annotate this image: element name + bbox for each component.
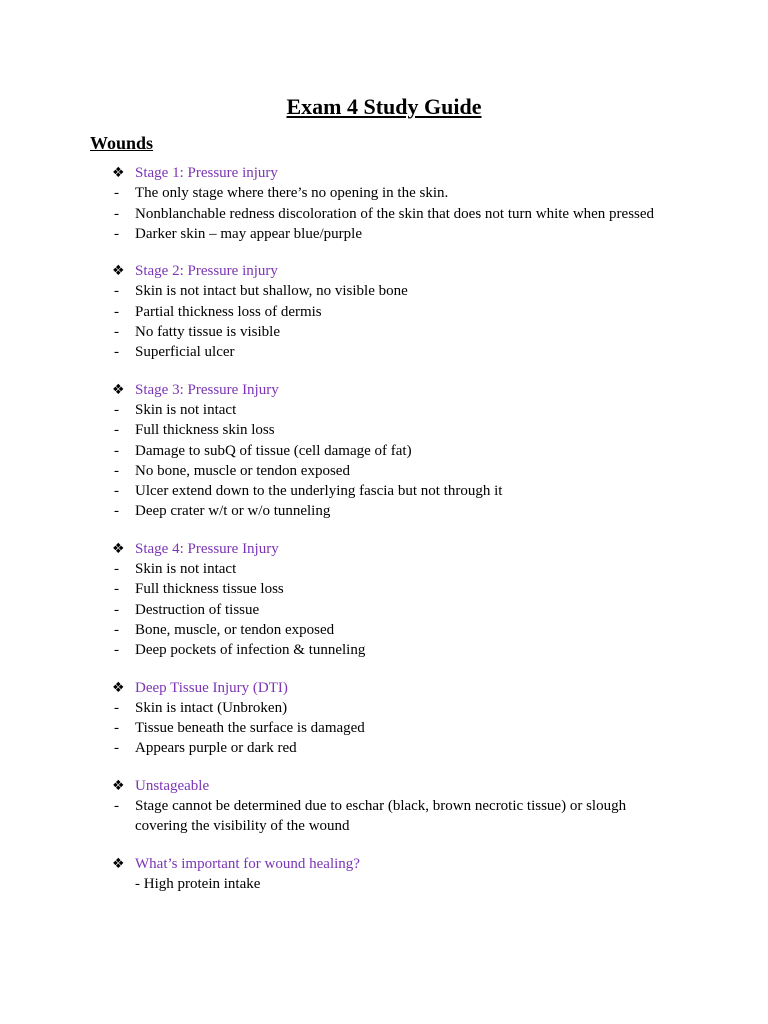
dash-marker: - xyxy=(114,401,119,418)
dash-marker: - xyxy=(114,621,119,638)
stage-point xyxy=(0,579,768,599)
dash-marker: - xyxy=(114,740,119,757)
stage-point xyxy=(0,461,768,481)
stage-point-text: Appears purple or dark red xyxy=(135,740,297,757)
stage-point-text: Stage cannot be determined due to eschar (black, brown necrotic tissue) or slough covering the visibility of the wound xyxy=(135,798,627,835)
stage-point xyxy=(0,501,768,521)
stage-list xyxy=(0,163,768,911)
diamond-bullet-icon: ❖ xyxy=(112,855,125,872)
stage-point xyxy=(0,698,768,718)
stage-heading-text: Stage 1: Pressure injury xyxy=(135,165,278,181)
stage-point-text: The only stage where there’s no opening in the skin. xyxy=(135,185,449,202)
diamond-bullet-icon: ❖ xyxy=(112,777,125,794)
dash-marker: - xyxy=(114,720,119,737)
stage-4-block xyxy=(0,539,768,661)
stage-point-text: Nonblanchable redness discoloration of the skin that does not turn white when pressed xyxy=(135,205,655,222)
diamond-bullet-icon: ❖ xyxy=(112,381,125,398)
dash-marker: - xyxy=(114,798,119,815)
stage-3-block xyxy=(0,380,768,522)
stage-point xyxy=(0,400,768,420)
stage-1-block xyxy=(0,163,768,244)
stage-point-text: Tissue beneath the surface is damaged xyxy=(135,720,365,737)
stage-point xyxy=(0,322,768,342)
stage-heading xyxy=(0,163,768,183)
stage-point-text: Ulcer extend down to the underlying fascia but not through it xyxy=(135,483,503,500)
dash-marker: - xyxy=(114,561,119,578)
stage-point xyxy=(0,559,768,579)
stage-point xyxy=(0,183,768,203)
stage-point-text: Skin is not intact but shallow, no visible bone xyxy=(135,283,408,300)
dash-marker: - xyxy=(114,642,119,659)
stage-point-text: Full thickness tissue loss xyxy=(135,581,284,598)
stage-heading xyxy=(0,380,768,400)
stage-point xyxy=(0,441,768,461)
stage-heading-text: Stage 3: Pressure Injury xyxy=(135,381,279,398)
stage-heading xyxy=(0,261,768,281)
stage-point xyxy=(0,600,768,620)
page-title: Exam 4 Study Guide xyxy=(286,94,482,119)
dash-marker: - xyxy=(114,581,119,598)
stage-point xyxy=(0,796,768,837)
stage-point-text: Skin is not intact xyxy=(135,401,237,418)
stage-heading xyxy=(0,539,768,559)
dash-marker: - xyxy=(114,462,119,479)
stage-point-text: Deep pockets of infection & tunneling xyxy=(135,642,366,659)
dash-marker: - xyxy=(114,185,119,202)
stage-point-text: Darker skin – may appear blue/purple xyxy=(135,225,362,242)
diamond-bullet-icon: ❖ xyxy=(112,165,125,181)
healing-heading xyxy=(0,854,768,874)
stage-point xyxy=(0,640,768,660)
stage-point xyxy=(0,718,768,738)
dash-marker: - xyxy=(114,699,119,716)
stage-point xyxy=(0,342,768,362)
stage-point-text: Bone, muscle, or tendon exposed xyxy=(135,621,335,638)
stage-point xyxy=(0,302,768,322)
stage-point xyxy=(0,224,768,244)
dash-marker: - xyxy=(114,442,119,459)
stage-point xyxy=(0,281,768,301)
dash-marker: - xyxy=(114,324,119,341)
stage-point-text: Damage to subQ of tissue (cell damage of fat) xyxy=(135,442,412,459)
diamond-bullet-icon: ❖ xyxy=(112,540,125,557)
healing-block xyxy=(0,854,768,895)
dash-marker: - xyxy=(114,303,119,320)
dash-marker: - xyxy=(114,601,119,618)
dash-marker: - xyxy=(114,205,119,222)
diamond-bullet-icon: ❖ xyxy=(112,263,125,280)
dash-marker: - xyxy=(114,422,119,439)
stage-2-block xyxy=(0,261,768,362)
stage-point-text: No bone, muscle or tendon exposed xyxy=(135,462,350,479)
stage-point-text: Skin is intact (Unbroken) xyxy=(135,699,288,716)
section-heading-wounds: Wounds xyxy=(90,133,154,153)
stage-point-text: Deep crater w/t or w/o tunneling xyxy=(135,503,331,520)
healing-note: - High protein intake xyxy=(135,875,261,892)
stage-point-text: Skin is not intact xyxy=(135,561,237,578)
dash-marker: - xyxy=(114,503,119,520)
stage-point-text: No fatty tissue is visible xyxy=(135,324,280,341)
stage-point-text: Full thickness skin loss xyxy=(135,422,275,439)
dash-marker: - xyxy=(114,483,119,500)
unstageable-block xyxy=(0,776,768,837)
stage-point-text: Partial thickness loss of dermis xyxy=(135,303,322,320)
diamond-bullet-icon: ❖ xyxy=(112,679,125,696)
stage-heading xyxy=(0,678,768,698)
stage-heading-text: Unstageable xyxy=(135,777,210,794)
stage-point xyxy=(0,204,768,224)
stage-point xyxy=(0,420,768,440)
healing-heading-text: What’s important for wound healing? xyxy=(135,855,360,872)
stage-heading-text: Stage 2: Pressure injury xyxy=(135,263,278,280)
stage-point xyxy=(0,481,768,501)
stage-point-text: Destruction of tissue xyxy=(135,601,260,618)
stage-heading-text: Deep Tissue Injury (DTI) xyxy=(135,679,288,696)
dash-marker: - xyxy=(114,344,119,361)
stage-point xyxy=(0,620,768,640)
dash-marker: - xyxy=(114,225,119,242)
stage-point xyxy=(0,738,768,758)
dash-marker: - xyxy=(114,283,119,300)
stage-heading xyxy=(0,776,768,796)
stage-point-text: Superficial ulcer xyxy=(135,344,235,361)
stage-heading-text: Stage 4: Pressure Injury xyxy=(135,540,279,557)
dti-block xyxy=(0,678,768,759)
